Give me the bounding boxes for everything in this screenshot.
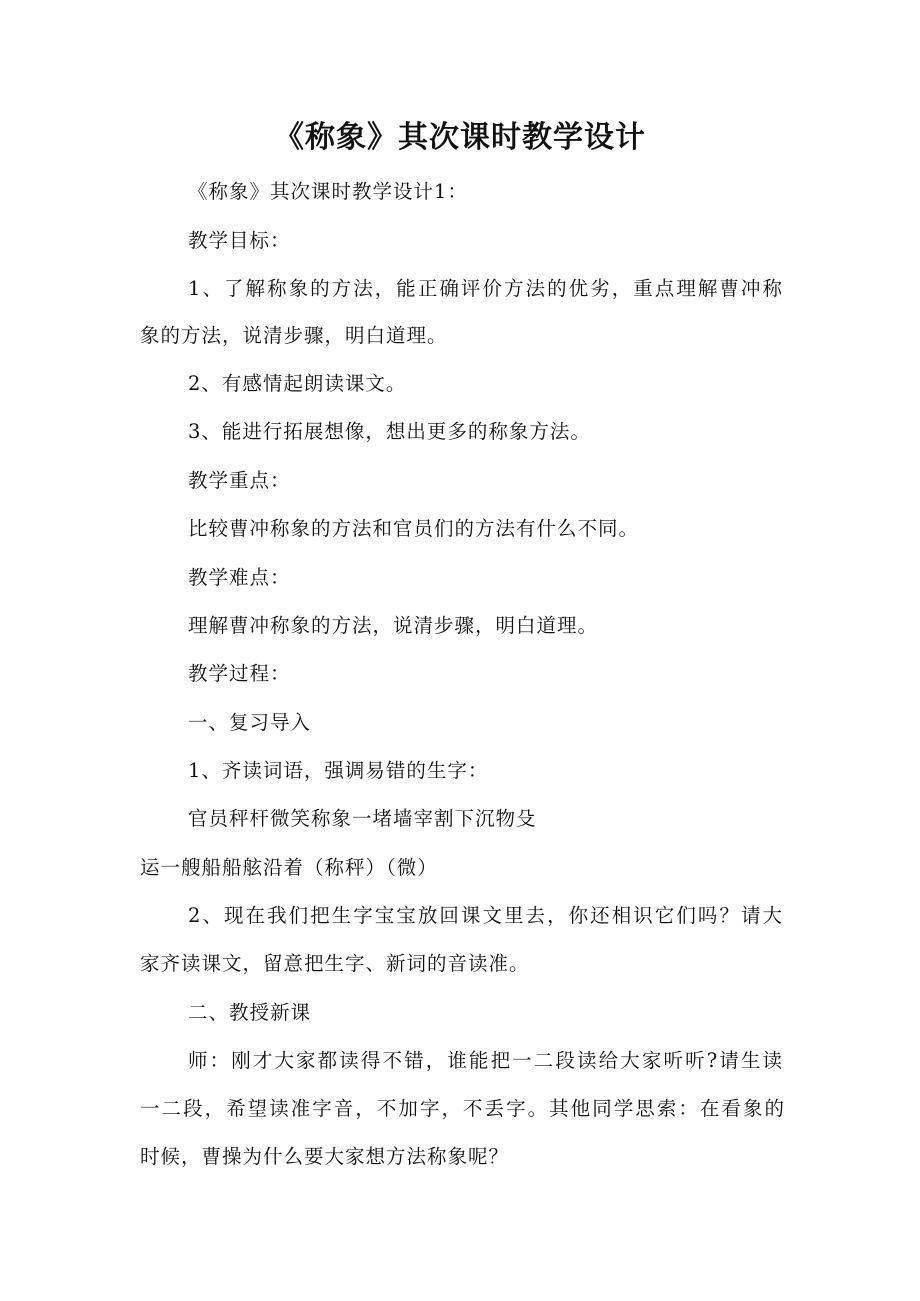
paragraph-line: 象的方法，说清步骤，明白道理。 xyxy=(140,324,448,347)
paragraph-line: 2、现在我们把生字宝宝放回课文里去，你还相识它们吗？请大 xyxy=(188,904,783,927)
heading-objectives: 教学目标： xyxy=(188,229,291,252)
heading-process: 教学过程： xyxy=(188,662,291,685)
paragraph-line: 比较曹冲称象的方法和官员们的方法有什么不同。 xyxy=(188,517,640,540)
paragraph-line: 1、了解称象的方法，能正确评价方法的优劣，重点理解曹冲称 xyxy=(188,277,783,300)
heading-key-points: 教学重点： xyxy=(188,469,291,492)
paragraph-line: 一二段，希望读准字音，不加字，不丢字。其他同学思索：在看象的 xyxy=(140,1097,785,1120)
vocabulary-line: 官员秤杆微笑称象一堵墙宰割下沉物殳 xyxy=(188,807,537,830)
vocabulary-line: 运一艘船船舷沿着（称秤）（微） xyxy=(140,856,438,879)
paragraph-line: 2、有感情起朗读课文。 xyxy=(188,372,407,395)
subtitle-line: 《称象》其次课时教学设计1： xyxy=(188,180,468,203)
paragraph-line: 家齐读课文，留意把生字、新词的音读准。 xyxy=(140,952,530,975)
section-heading: 一、复习导入 xyxy=(188,711,312,734)
paragraph-line: 3、能进行拓展想像，想出更多的称象方法。 xyxy=(188,420,591,443)
paragraph-line: 1、齐读词语，强调易错的生字： xyxy=(188,759,489,782)
paragraph-line: 师：刚才大家都读得不错，谁能把一二段读给大家听听?请生读 xyxy=(188,1049,783,1072)
paragraph-line: 理解曹冲称象的方法，说清步骤，明白道理。 xyxy=(188,614,599,637)
section-heading: 二、教授新课 xyxy=(188,1001,312,1024)
paragraph-line: 时候，曹操为什么要大家想方法称象呢？ xyxy=(140,1145,510,1168)
heading-difficulties: 教学难点： xyxy=(188,566,291,589)
document-title: 《称象》其次课时教学设计 xyxy=(274,120,646,155)
